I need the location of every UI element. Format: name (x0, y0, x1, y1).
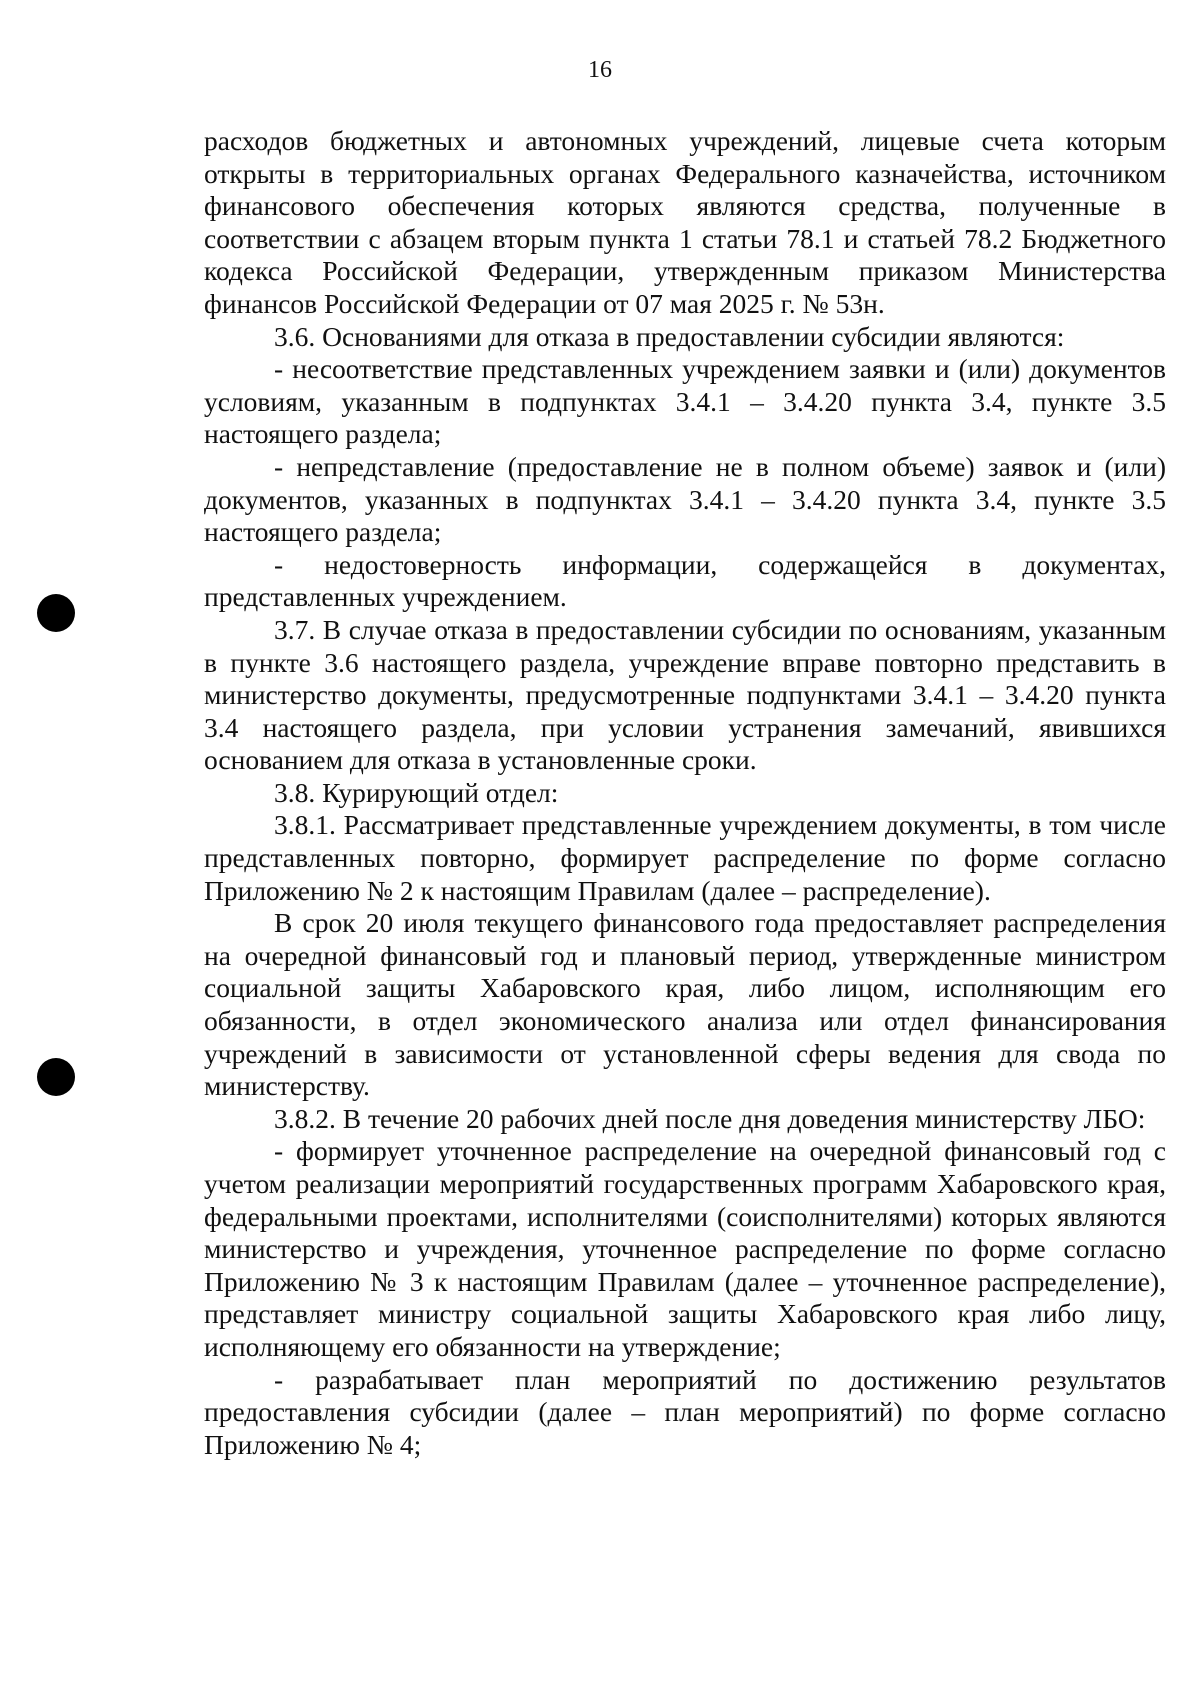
paragraph-3-6: 3.6. Основаниями для отказа в предоставлении субсидии являются: (274, 320, 1065, 352)
list-item-refined-distribution: - формирует уточненное распределение на очередной финансовый год с учетом реализации мероприятий государственных программ Хабаровского края, федеральными проектами, исполнителями (соисполнителями) которых являются министерство и учреждения, уточненное распределение по форме согласно Приложению № 3 к настоящим Правилам (далее – уточненное распределение), представляет министру социальной защиты Хабаровского края либо лицу, исполняющему его обязанности на утверждение; (204, 1135, 1166, 1362)
document-body (204, 125, 1166, 1461)
paragraph-3-8-2: 3.8.2. В течение 20 рабочих дней после дня доведения министерству ЛБО: (274, 1102, 1146, 1134)
list-item-action-plan: - разрабатывает план мероприятий по достижению результатов предоставления субсидии (далее – план мероприятий) по форме согласно Приложению № 4; (204, 1363, 1166, 1460)
paragraph-continuation: расходов бюджетных и автономных учреждений, лицевые счета которым открыты в территориальных органах Федерального казначейства, источником финансового обеспечения которых являются средства, полученные в соответствии с абзацем вторым пункта 1 статьи 78.1 и статьей 78.2 Бюджетного кодекса Российской Федерации, утвержденным приказом Министерства финансов Российской Федерации от 07 мая 2025 г. № 53н. (204, 125, 1166, 319)
list-item-unreliability: - недостоверность информации, содержащейся в документах, представленных учреждением. (204, 548, 1166, 613)
punch-hole-bottom (37, 1058, 75, 1096)
paragraph-3-8: 3.8. Курирующий отдел: (274, 776, 559, 808)
list-item-nonconformity: - несоответствие представленных учреждением заявки и (или) документов условиям, указанным в подпунктах 3.4.1 – 3.4.20 пункта 3.4, пункте 3.5 настоящего раздела; (204, 353, 1166, 450)
paragraph-3-8-1: 3.8.1. Рассматривает представленные учреждением документы, в том числе представленных повторно, формирует распределение по форме согласно Приложению № 2 к настоящим Правилам (далее – распределение). (204, 809, 1166, 906)
punch-hole-top (37, 594, 75, 632)
list-item-nonsubmission: - непредставление (предоставление не в полном объеме) заявок и (или) документов, указанных в подпунктах 3.4.1 – 3.4.20 пункта 3.4, пункте 3.5 настоящего раздела; (204, 450, 1166, 548)
paragraph-3-7: 3.7. В случае отказа в предоставлении субсидии по основаниям, указанным в пункте 3.6 настоящего раздела, учреждение вправе повторно представить в министерство документы, предусмотренные подпунктами 3.4.1 – 3.4.20 пункта 3.4 настоящего раздела, при условии устранения замечаний, явившихся основанием для отказа в установленные сроки. (204, 613, 1166, 776)
paragraph-deadline: В срок 20 июля текущего финансового года предоставляет распределения на очередной финансовый год и плановый период, утвержденные министром социальной защиты Хабаровского края, либо лицом, исполняющим его обязанности, в отдел экономического анализа или отдел финансирования учреждений в зависимости от установленной сферы ведения для свода по министерству. (204, 907, 1166, 1102)
page-number: 16 (588, 57, 612, 83)
